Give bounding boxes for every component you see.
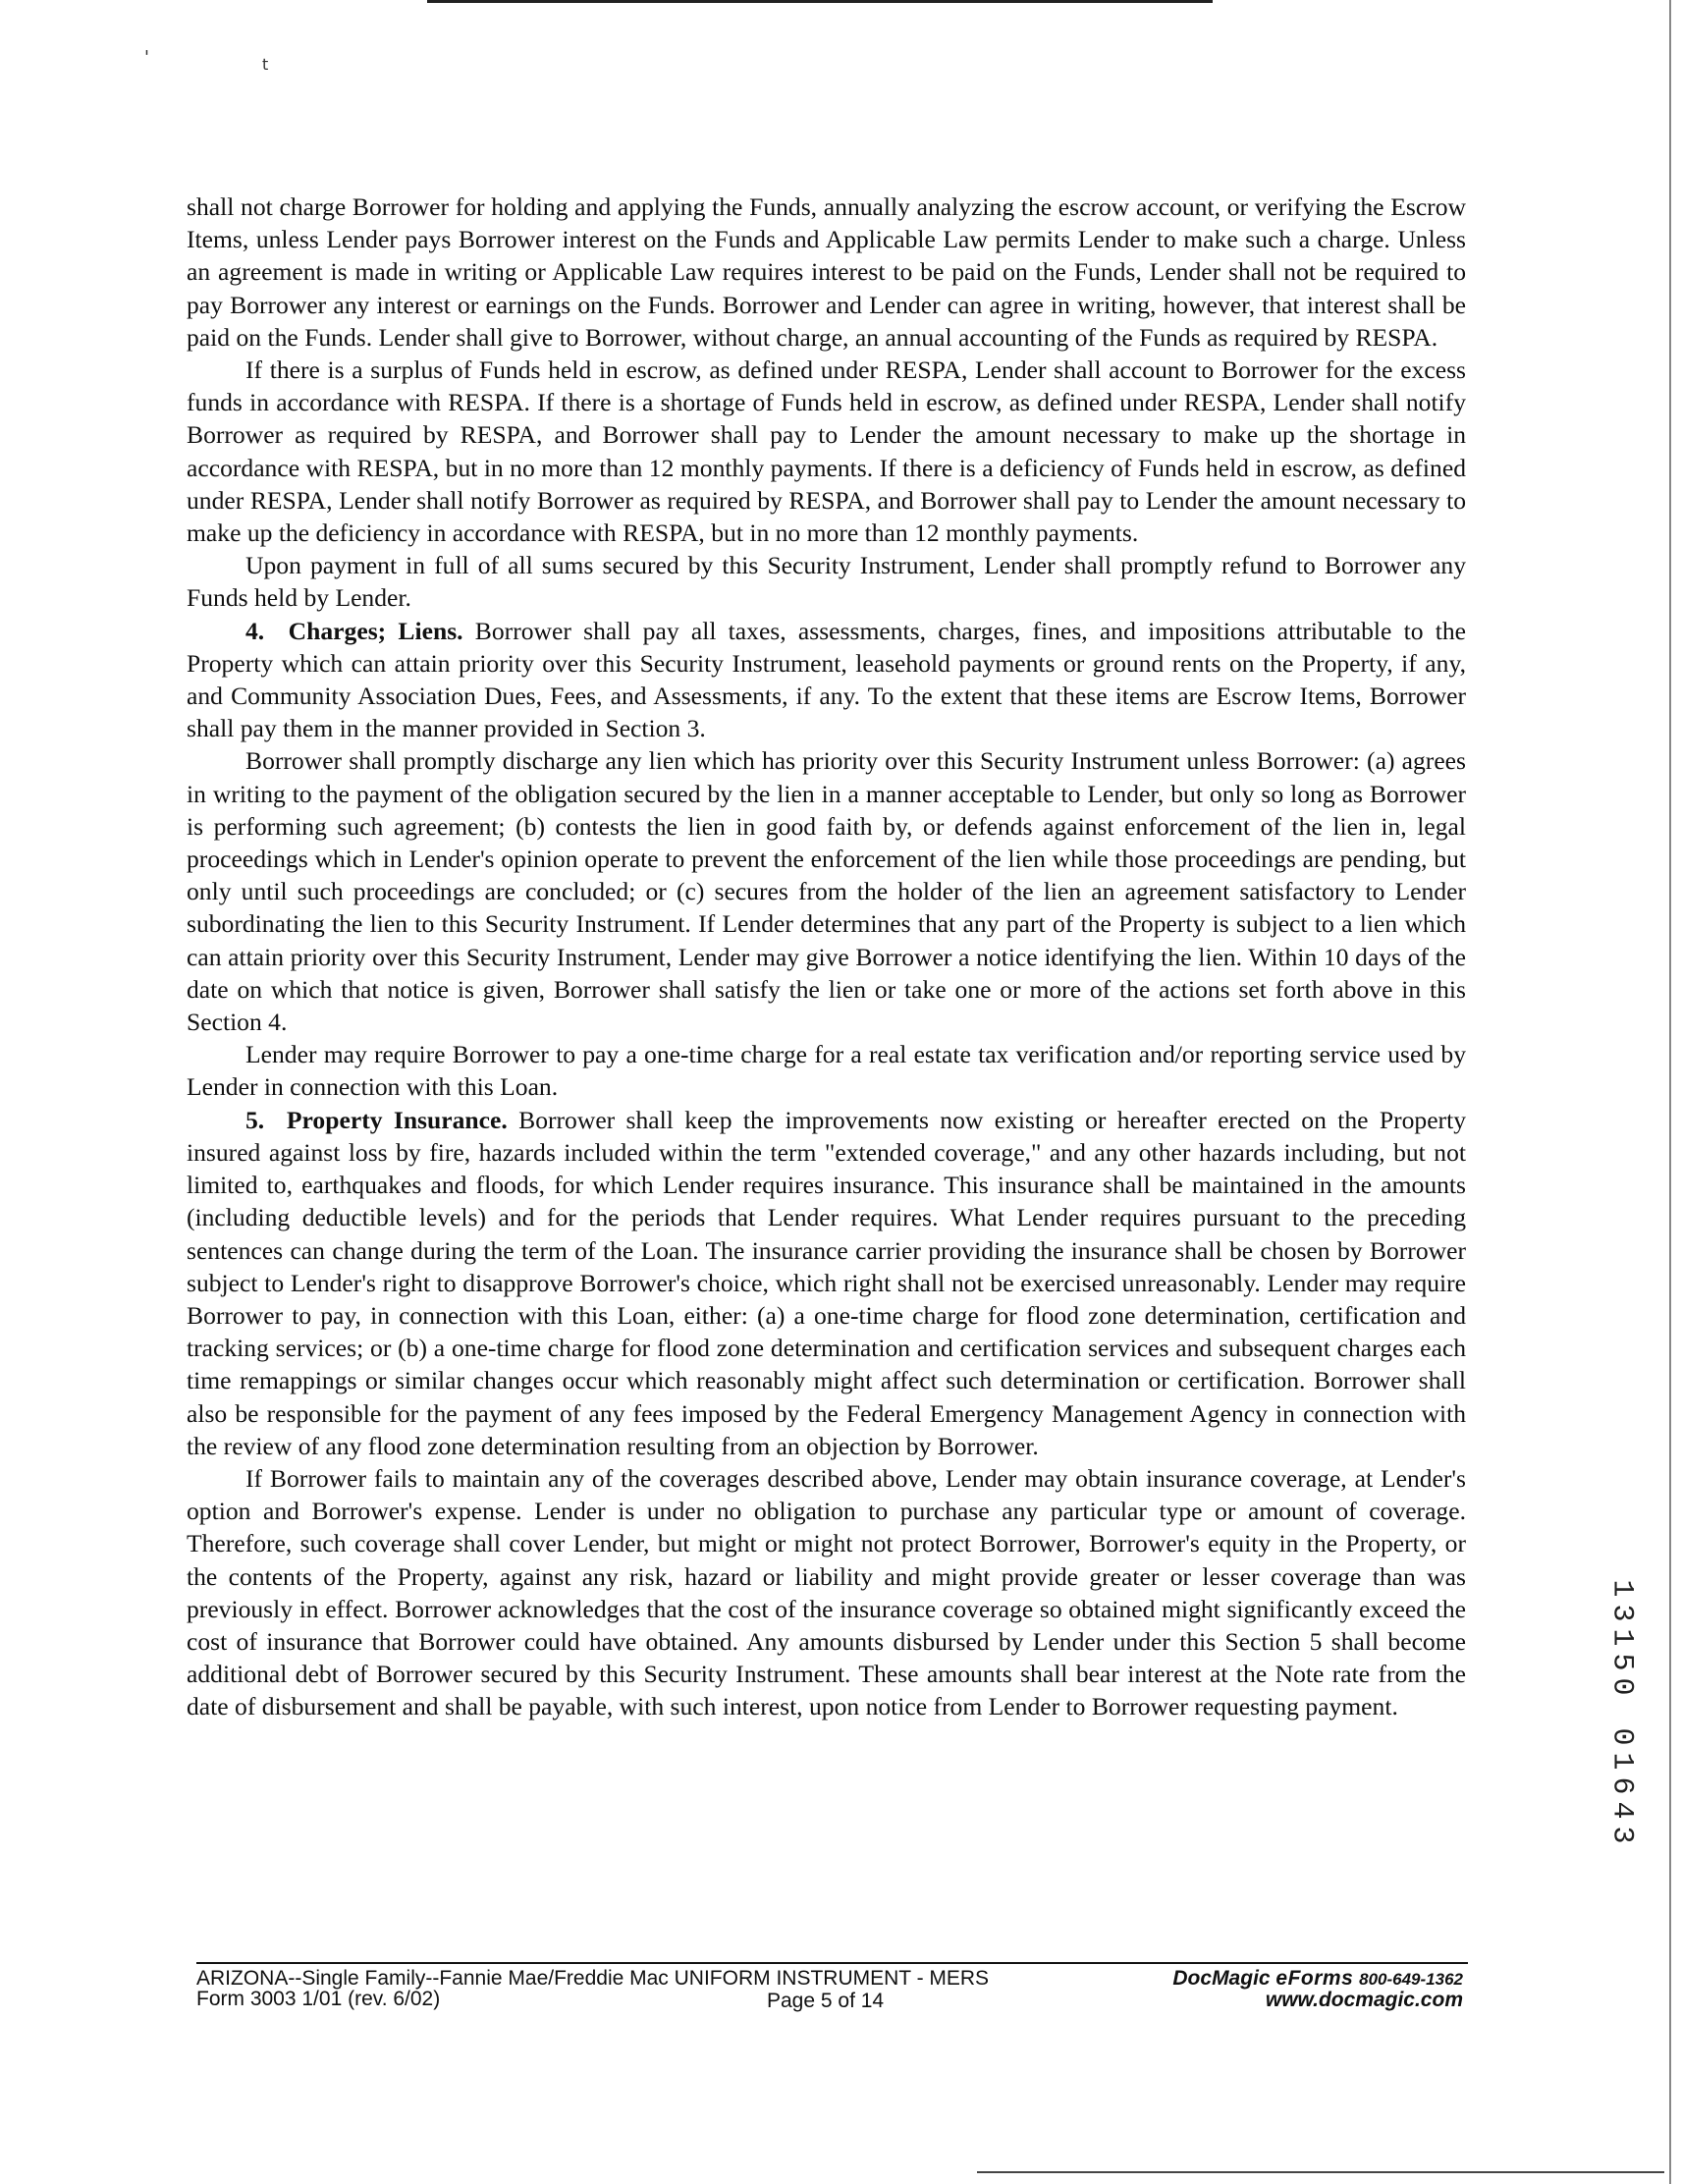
- paragraph-lien-discharge: Borrower shall promptly discharge any lien which has priority over this Security Instrument unless Borrower: (a) agrees in writing to the payment of the obligation secured by the lien in a manner acceptable to Lender, but only so long as Borrower is performing such agreement; (b) contests the lien in good faith by, or defends against enforcement of the lien in, legal proceedings which in Lender's opinion operate to prevent the enforcement of the lien while those proceedings are pending, but only until such proceedings are concluded; or (c) secures from the holder of the lien an agreement satisfactory to Lender subordinating the lien to this Security Instrument. If Lender determines that any part of the Property is subject to a lien which can attain priority over this Security Instrument, Lender may give Borrower a notice identifying the lien. Within 10 days of the date on which that notice is given, Borrower shall satisfy the lien or take one or more of the actions set forth above in this Section 4.: [187, 746, 1466, 1037]
- scan-edge-bottom: [977, 2171, 1664, 2173]
- section-5-property-insurance: [187, 1104, 1466, 1462]
- publisher-product-logo: eForms: [1275, 1967, 1354, 1990]
- paragraph-tax-verification: Lender may require Borrower to pay a one-time charge for a real estate tax verification and/or reporting service used by Lender in connection with this Loan.: [187, 1040, 1466, 1102]
- section-5-title: Property Insurance.: [286, 1105, 508, 1134]
- scan-edge-right: [1669, 0, 1671, 2184]
- recording-digit: 4: [1604, 1801, 1639, 1820]
- section-5-number: 5.: [245, 1105, 265, 1134]
- recording-digit: 6: [1604, 1776, 1639, 1795]
- paragraph-escrow-charges: shall not charge Borrower for holding and applying the Funds, annually analyzing the escrow account, or verifying the Escrow Items, unless Lender pays Borrower interest on the Funds and Applicable Law permits Lender to make such a charge. Unless an agreement is made in writing or Applicable Law requires interest to be paid on the Funds, Lender shall not be required to pay Borrower any interest or earnings on the Funds. Borrower and Lender can agree in writing, however, that interest shall be paid on the Funds. Lender shall give to Borrower, without charge, an annual accounting of the Funds as required by RESPA.: [187, 192, 1466, 352]
- footer-page-number: Page 5 of 14: [767, 1990, 885, 2012]
- recording-digit: 1: [1604, 1579, 1639, 1598]
- paragraph-escrow-refund: Upon payment in full of all sums secured by this Security Instrument, Lender shall promptly refund to Borrower any Funds held by Lender.: [187, 551, 1466, 613]
- recording-digit: 1: [1604, 1628, 1639, 1647]
- publisher-phone: 800-649-1362: [1359, 1970, 1463, 1989]
- paragraph-escrow-surplus: If there is a surplus of Funds held in escrow, as defined under RESPA, Lender shall account to Borrower for the excess funds in accordance with RESPA. If there is a shortage of Funds held in escrow, as defined under RESPA, Lender shall notify Borrower as required by RESPA, and Borrower shall pay to Lender the amount necessary to make up the shortage in accordance with RESPA, but in no more than 12 monthly payments. If there is a deficiency of Funds held in escrow, as defined under RESPA, Lender shall notify Borrower as required by RESPA, and Borrower shall pay to Lender the amount necessary to make up the deficiency in accordance with RESPA, but in no more than 12 monthly payments.: [187, 355, 1466, 548]
- publisher-logo: DocMagic: [1172, 1967, 1271, 1990]
- scan-speck: t: [262, 55, 269, 74]
- scan-edge-top: [427, 0, 1213, 3]
- footer-divider: [196, 1962, 1468, 1964]
- section-4-charges-liens: [187, 615, 1466, 745]
- recording-digit: 0: [1604, 1727, 1639, 1746]
- footer-publisher: [1172, 1968, 1463, 2010]
- section-4-text: Borrower shall pay all taxes, assessments, charges, fines, and impositions attributable to the Property which can attain priority over this Security Instrument, leasehold payments or ground rents on the Property, if any, and Community Association Dues, Fees, and Assessments, if any. To the extent that these items are Escrow Items, Borrower shall pay them in the manner provided in Section 3.: [187, 616, 1466, 743]
- paragraph-force-placed-coverage: If Borrower fails to maintain any of the coverages described above, Lender may obtain insurance coverage, at Lender's option and Borrower's expense. Lender is under no obligation to purchase any particular type or amount of coverage. Therefore, such coverage shall cover Lender, but might or might not protect Borrower, Borrower's equity in the Property, or the contents of the Property, against any risk, hazard or liability and might provide greater or lesser coverage than was previously in effect. Borrower acknowledges that the cost of the insurance coverage so obtained might significantly exceed the cost of insurance that Borrower could have obtained. Any amounts disbursed by Lender under this Section 5 shall become additional debt of Borrower secured by this Security Instrument. These amounts shall bear interest at the Note rate from the date of disbursement and shall be payable, with such interest, upon notice from Lender to Borrower requesting payment.: [187, 1463, 1466, 1721]
- footer-instrument-title: ARIZONA--Single Family--Fannie Mae/Freddie Mac UNIFORM INSTRUMENT - MERS: [196, 1967, 990, 1990]
- recording-digit: 5: [1604, 1653, 1639, 1671]
- recording-digit: 0: [1604, 1677, 1639, 1696]
- section-4-title: Charges; Liens.: [288, 616, 463, 645]
- footer-form-number: Form 3003 1/01 (rev. 6/02): [196, 1988, 441, 2010]
- scan-speck: ': [144, 47, 149, 68]
- recording-digit: 3: [1604, 1604, 1639, 1622]
- document-body: [187, 191, 1466, 1723]
- recording-digit: 1: [1604, 1752, 1639, 1771]
- section-5-text: Borrower shall keep the improvements now existing or hereafter erected on the Property insured against loss by fire, hazards included within the term "extended coverage," and any other hazards including, but not limited to, earthquakes and floods, for which Lender requires insurance. This insurance shall be maintained in the amounts (including deductible levels) and for the periods that Lender requires. What Lender requires pursuant to the preceding sentences can change during the term of the Loan. The insurance carrier providing the insurance shall be chosen by Borrower subject to Lender's right to disapprove Borrower's choice, which right shall not be exercised unreasonably. Lender may require Borrower to pay, in connection with this Loan, either: (a) a one-time charge for flood zone determination, certification and tracking services; or (b) a one-time charge for flood zone determination and certification services and subsequent charges each time remappings or similar changes occur which reasonably might affect such determination or certification. Borrower shall also be responsible for the payment of any fees imposed by the Federal Emergency Management Agency in connection with the review of any flood zone determination resulting from an objection by Borrower.: [187, 1105, 1466, 1460]
- section-4-number: 4.: [245, 616, 265, 645]
- publisher-website: www.docmagic.com: [1265, 1989, 1463, 2011]
- recording-digit: 3: [1604, 1826, 1639, 1844]
- recording-number-vertical: [1604, 1576, 1639, 1847]
